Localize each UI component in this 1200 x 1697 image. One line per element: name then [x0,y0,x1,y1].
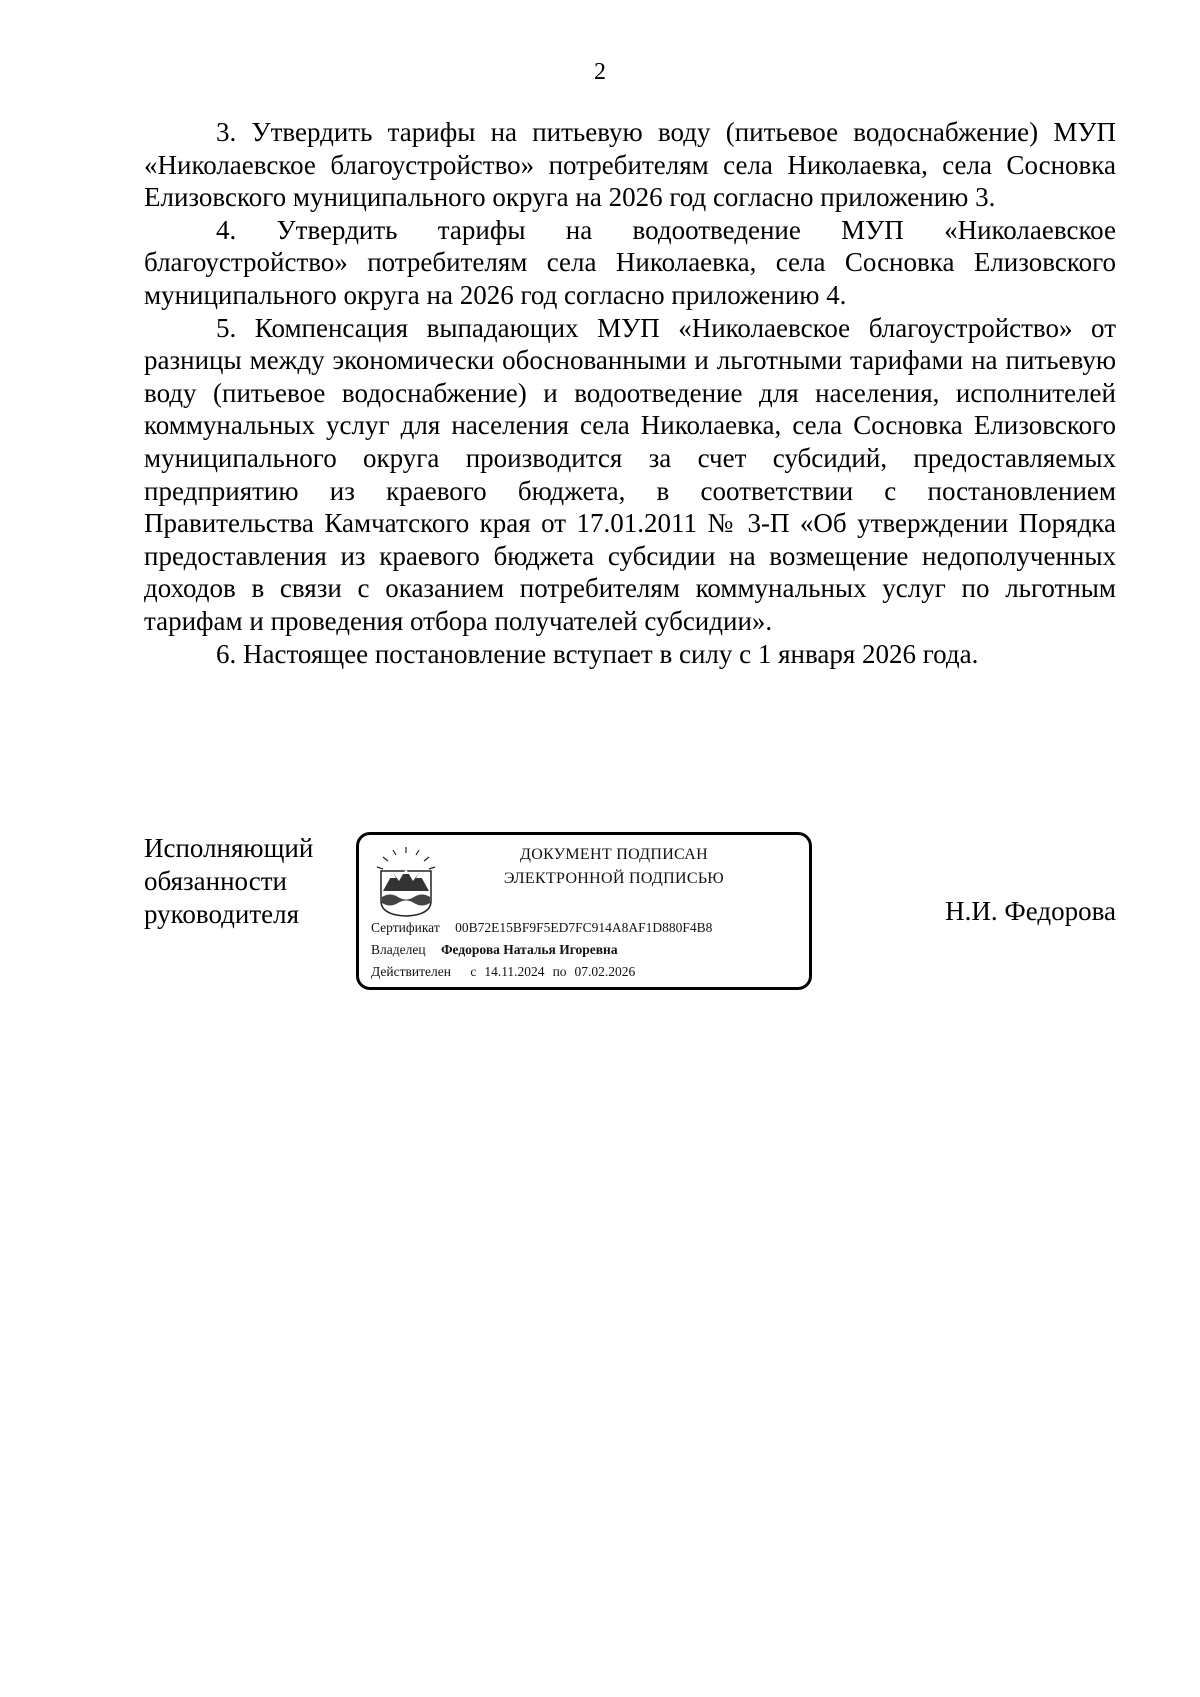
stamp-heading [449,843,779,891]
valid-to-date: 07.02.2026 [574,964,636,979]
valid-from-date: 14.11.2024 [484,964,545,979]
paragraph-6: 6. Настоящее постановление вступает в силу с 1 января 2026 года. [216,638,979,669]
stamp-heading-line: ДОКУМЕНТ ПОДПИСАН [520,846,708,863]
stamp-heading-line: ЭЛЕКТРОННОЙ ПОДПИСЬЮ [503,870,725,887]
electronic-signature-stamp [356,832,812,990]
signer-title-line: Исполняющий [144,833,314,863]
paragraph-4: 4. Утвердить тарифы на водоотведение МУП «Николаевское благоустройство» потребителям села Николаевка, села Сосновка Елизовского муниципального округа на 2026 год согласно приложению 4. [144,214,1116,310]
valid-to-prefix: по [552,964,567,979]
stamp-owner-row [371,941,618,959]
valid-from-prefix: с [470,964,477,979]
owner-label: Владелец [371,942,426,957]
signer-name: Н.И. Федорова [945,896,1116,926]
valid-label: Действителен [371,964,451,979]
stamp-validity-row [371,963,639,981]
paragraph-5: 5. Компенсация выпадающих МУП «Николаевское благоустройство» от разницы между экономически обоснованными и льготными тарифами на питьевую воду (питьевое водоснабжение) и водоотведение для населения, исполнителей коммунальных услуг для населения села Николаевка, села Сосновка Елизовского муниципального округа производится за счет субсидий, предоставляемых предприятию из краевого бюджета, в соответствии с постановлением Правительства Камчатского края от 17.01.2011 № 3-П «Об утверждении Порядка предоставления из краевого бюджета субсидии на возмещение недополученных доходов в связи с оказанием потребителям коммунальных услуг по льготным тарифам и проведения отбора получателей субсидии». [144,312,1116,636]
signer-title-line: руководителя [144,899,300,929]
stamp-certificate-row [371,919,712,937]
document-body [144,116,1116,670]
validity-period [466,963,639,981]
page-number: 2 [594,59,606,85]
certificate-value: 00B72E15BF9F5ED7FC914A8AF1D880F4B8 [455,920,713,935]
owner-value: Федорова Наталья Игоревна [440,942,618,957]
signer-title [144,832,344,931]
kamchatka-coat-of-arms-icon [373,845,439,917]
certificate-label: Сертификат [371,920,440,935]
signer-title-line: обязанности [144,866,287,896]
paragraph-3: 3. Утвердить тарифы на питьевую воду (питьевое водоснабжение) МУП «Николаевское благоустройство» потребителям села Николаевка, села Сосновка Елизовского муниципального округа на 2026 год согласно приложению 3. [144,117,1116,213]
